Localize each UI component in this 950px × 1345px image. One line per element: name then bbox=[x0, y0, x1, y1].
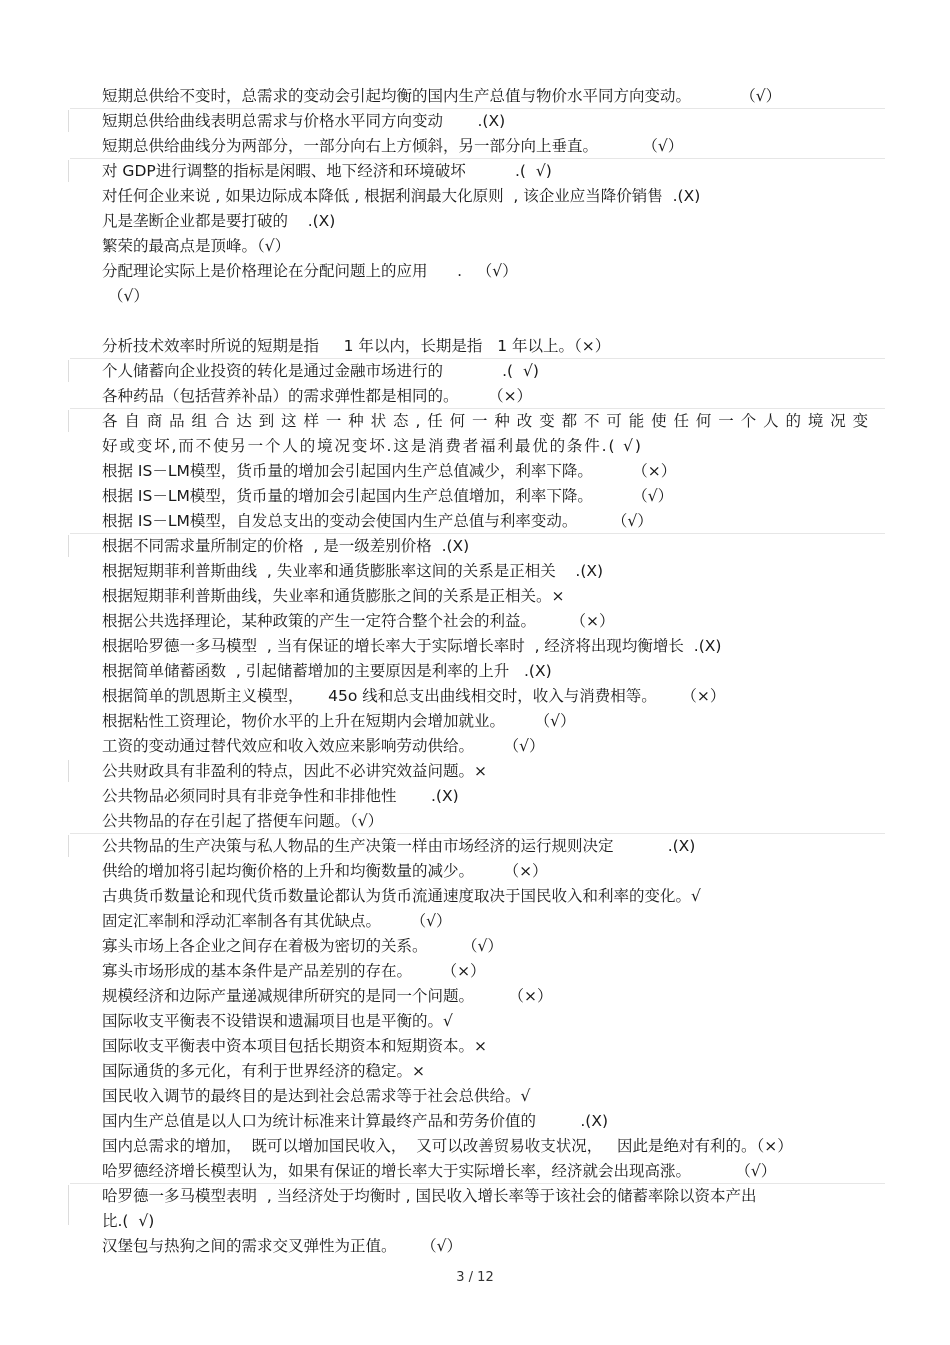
text-line: 寡头市场形成的基本条件是产品差别的存在。 （×） bbox=[102, 962, 486, 980]
text-line: 短期总供给曲线分为两部分，一部分向右上方倾斜，另一部分向上垂直。 （√） bbox=[102, 137, 684, 155]
text-line: （√） bbox=[108, 287, 149, 305]
text-line: 国民收入调节的最终目的是达到社会总需求等于社会总供给。√ bbox=[102, 1087, 531, 1105]
text-line: 根据短期菲利普斯曲线，失业率和通货膨胀之间的关系是正相关。× bbox=[102, 587, 565, 605]
margin-mark bbox=[68, 360, 69, 382]
margin-mark bbox=[68, 760, 69, 782]
text-line: 根据简单储蓄函数 , 引起储蓄增加的主要原因是利率的上升 .(X) bbox=[102, 662, 552, 680]
text-line: 公共物品的生产决策与私人物品的生产决策一样由市场经济的运行规则决定 .(X) bbox=[102, 837, 696, 855]
text-line: 根据简单的凯恩斯主义模型， 45o 线和总支出曲线相交时，收入与消费相等。 （×） bbox=[102, 687, 726, 705]
text-line: 各自商品组合达到这样一种状态,任何一种改变都不可能使任何一个人的境况变 bbox=[102, 412, 870, 430]
text-line: 规模经济和边际产量递减规律所研究的是同一个问题。 （×） bbox=[102, 987, 553, 1005]
text-line: 对任何企业来说 , 如果边际成本降低 , 根据利润最大化原则 , 该企业应当降价销售 .(X) bbox=[102, 187, 701, 205]
line-rule bbox=[70, 533, 885, 534]
text-line: 比.( √) bbox=[102, 1212, 155, 1230]
text-line: 分配理论实际上是价格理论在分配问题上的应用 . （√） bbox=[102, 262, 518, 280]
text-line: 工资的变动通过替代效应和收入效应来影响劳动供给。 （√） bbox=[102, 737, 545, 755]
text-line: 根据粘性工资理论，物价水平的上升在短期内会增加就业。 （√） bbox=[102, 712, 576, 730]
margin-mark bbox=[68, 835, 69, 857]
text-line: 对 GDP进行调整的指标是闲暇、地下经济和环境破坏 .( √) bbox=[102, 162, 552, 180]
text-line: 哈罗德一多马模型表明 , 当经济处于均衡时 , 国民收入增长率等于该社会的储蓄率除以资本产出 bbox=[102, 1187, 757, 1205]
text-line: 固定汇率制和浮动汇率制各有其优缺点。 （√） bbox=[102, 912, 452, 930]
line-rule bbox=[70, 408, 885, 409]
text-line: 各种药品（包括营养补品）的需求弹性都是相同的。 （×） bbox=[102, 387, 533, 405]
text-line: 根据 IS－LM模型，自发总支出的变动会使国内生产总值与利率变动。 （√） bbox=[102, 512, 653, 530]
text-line: 国际收支平衡表中资本项目包括长期资本和短期资本。× bbox=[102, 1037, 487, 1055]
text-line: 根据公共选择理论，某种政策的产生一定符合整个社会的利益。 （×） bbox=[102, 612, 615, 630]
text-line: 公共物品的存在引起了搭便车问题。（√） bbox=[102, 812, 384, 830]
line-rule bbox=[70, 158, 885, 159]
text-line: 根据 IS－LM模型，货币量的增加会引起国内生产总值增加，利率下降。 （√） bbox=[102, 487, 674, 505]
text-line: 寡头市场上各企业之间存在着极为密切的关系。 （√） bbox=[102, 937, 503, 955]
line-rule bbox=[70, 108, 885, 109]
text-line: 根据不同需求量所制定的价格 , 是一级差别价格 .(X) bbox=[102, 537, 470, 555]
margin-mark bbox=[68, 535, 69, 557]
margin-mark bbox=[68, 110, 69, 132]
text-line: 凡是垄断企业都是要打破的 .(X) bbox=[102, 212, 336, 230]
text-line: 公共物品必须同时具有非竞争性和非排他性 .(X) bbox=[102, 787, 459, 805]
text-line: 繁荣的最高点是顶峰。（√） bbox=[102, 237, 291, 255]
text-line: 哈罗德经济增长模型认为，如果有保证的增长率大于实际增长率，经济就会出现高涨。 （√） bbox=[102, 1162, 777, 1180]
text-line: 国内生产总值是以人口为统计标准来计算最终产品和劳务价值的 .(X) bbox=[102, 1112, 608, 1130]
text-line: 国际通货的多元化，有利于世界经济的稳定。× bbox=[102, 1062, 425, 1080]
text-line: 供给的增加将引起均衡价格的上升和均衡数量的减少。 （×） bbox=[102, 862, 548, 880]
text-line: 根据短期菲利普斯曲线 , 失业率和通货膨胀率这间的关系是正相关 .(X) bbox=[102, 562, 604, 580]
text-line: 古典货币数量论和现代货币数量论都认为货币流通速度取决于国民收入和利率的变化。√ bbox=[102, 887, 701, 905]
text-line: 个人储蓄向企业投资的转化是通过金融市场进行的 .( √) bbox=[102, 362, 539, 380]
text-line: 根据 IS－LM模型，货币量的增加会引起国内生产总值减少，利率下降。 （×） bbox=[102, 462, 677, 480]
line-rule bbox=[70, 1183, 885, 1184]
margin-mark bbox=[68, 410, 69, 432]
text-line: 汉堡包与热狗之间的需求交叉弹性为正值。 （√） bbox=[102, 1237, 463, 1255]
line-rule bbox=[70, 358, 885, 359]
margin-mark bbox=[68, 160, 69, 182]
text-line: 短期总供给不变时，总需求的变动会引起均衡的国内生产总值与物价水平同方向变动。 （√） bbox=[102, 87, 782, 105]
text-line: 公共财政具有非盈利的特点，因此不必讲究效益问题。× bbox=[102, 762, 487, 780]
text-line: 好或变坏,而不使另一个人的境况变坏.这是消费者福利最优的条件.( √) bbox=[102, 437, 643, 455]
text-line: 国际收支平衡表不设错误和遗漏项目也是平衡的。√ bbox=[102, 1012, 453, 1030]
text-line: 分析技术效率时所说的短期是指 1 年以内，长期是指 1 年以上。（×） bbox=[102, 337, 611, 355]
text-line: 短期总供给曲线表明总需求与价格水平同方向变动 .(X) bbox=[102, 112, 506, 130]
text-line: 根据哈罗德一多马模型 , 当有保证的增长率大于实际增长率时 , 经济将出现均衡增长 .(X) bbox=[102, 637, 722, 655]
page-number: 3 / 12 bbox=[456, 1270, 494, 1285]
line-rule bbox=[70, 833, 885, 834]
margin-mark bbox=[68, 1185, 69, 1225]
text-line: 国内总需求的增加， 既可以增加国民收入， 又可以改善贸易收支状况， 因此是绝对有利的。（×） bbox=[102, 1137, 793, 1155]
